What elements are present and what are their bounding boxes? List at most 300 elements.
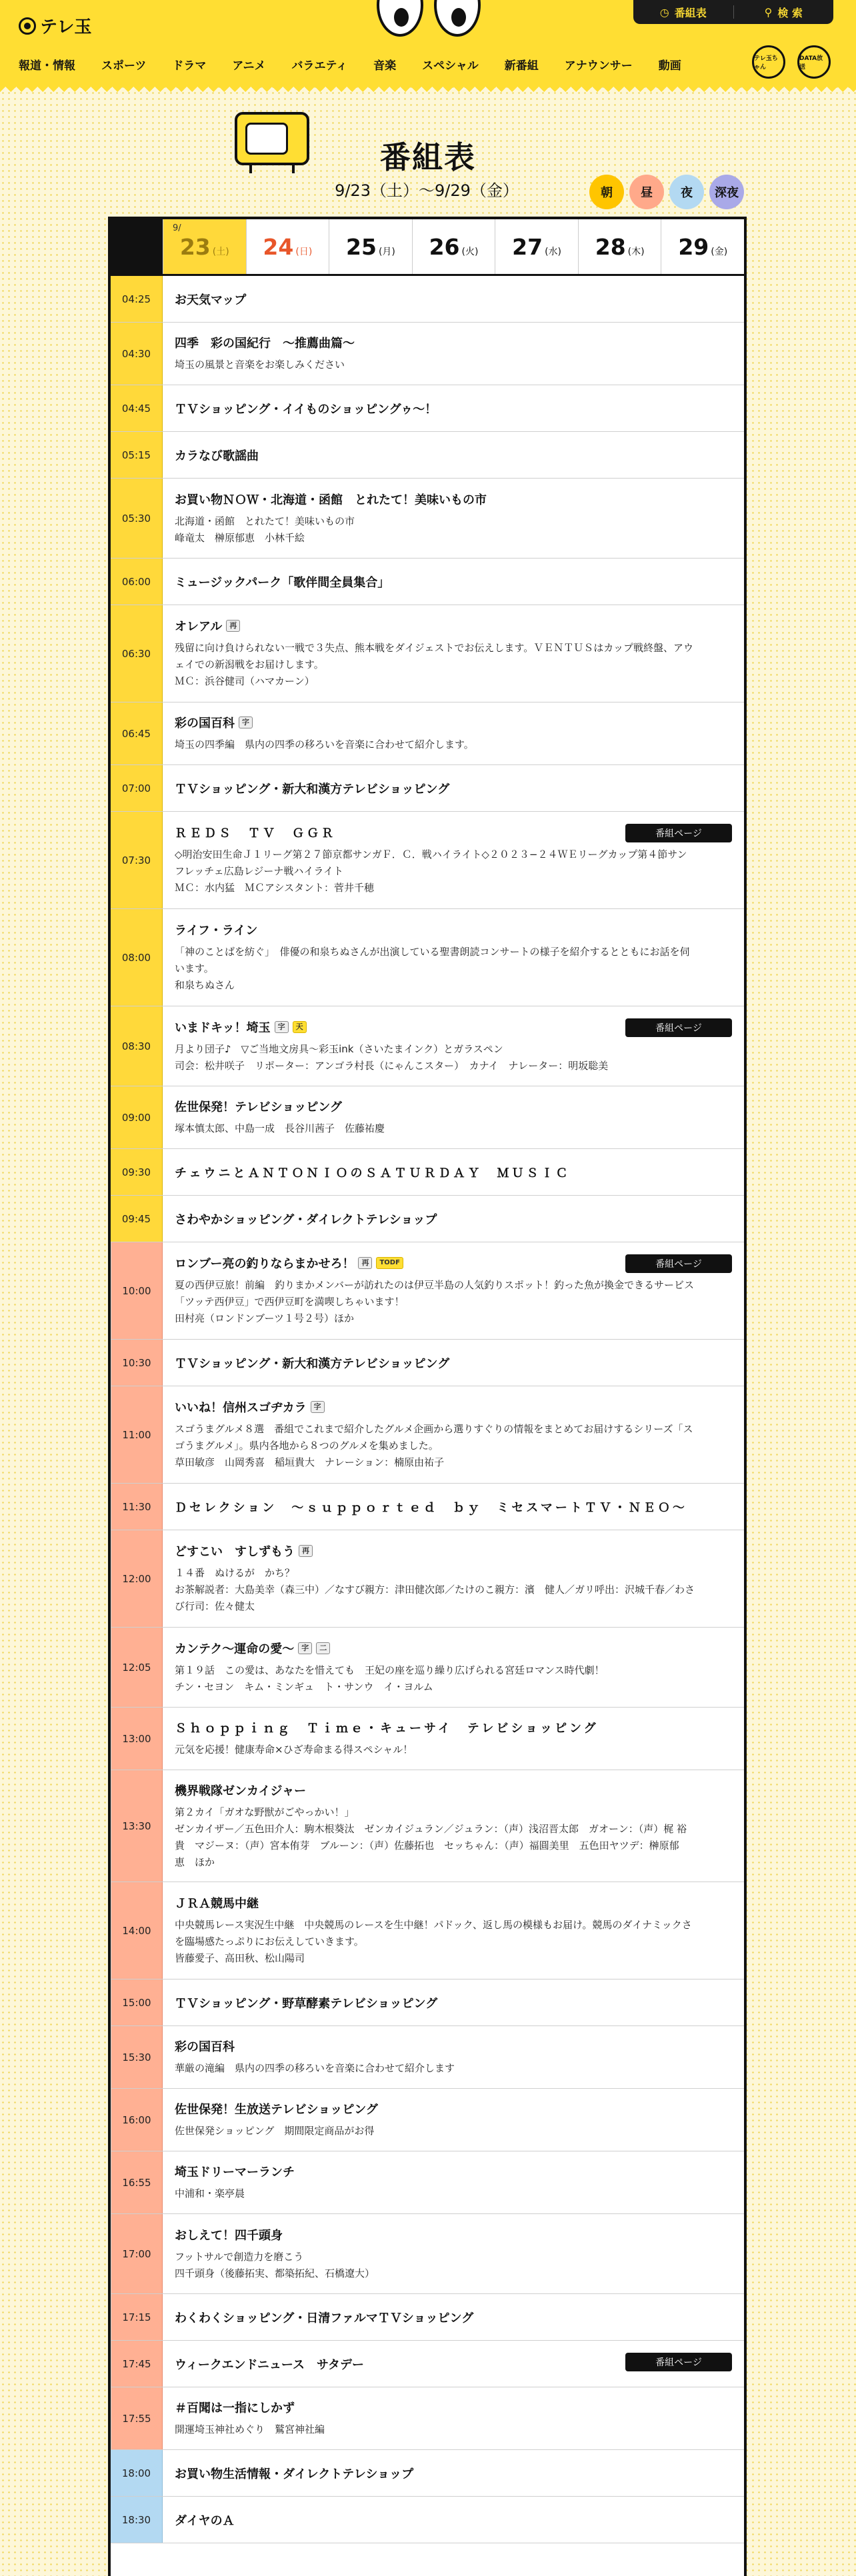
program-title[interactable] [175,1498,732,1516]
program-info [163,2026,744,2088]
program-description [175,736,732,753]
program-info [163,1979,744,2025]
program-info [163,1149,744,1195]
program-description [175,1662,732,1696]
program-time: 17:55 [111,2387,163,2449]
program-badge: 天 [293,1021,307,1033]
program-description-line: 開運埼玉神社めぐり 鷲宮神社編 [175,2423,325,2435]
program-description-line: 残留に向け負けられない一戦で３失点、熊本戦をダイジェストでお伝えします。ＶＥＮＴＵＳはカップ戦終盤、アウ [175,642,694,654]
program-title-text: ＃百聞は一指にしかず [175,2401,295,2415]
program-row[interactable] [111,276,744,323]
program-title-text: ダイヤのＡ [175,2513,235,2528]
program-title-text: カンテク〜運命の愛〜 [175,1642,295,1656]
program-title[interactable] [175,780,732,797]
program-title[interactable] [175,1098,732,1115]
program-description [175,2185,732,2202]
program-description-line: 「ツッテ西伊豆」で西伊豆町を満喫しちゃいます！ [175,1296,405,1308]
program-time: 15:00 [111,1979,163,2025]
program-title-text: ＴＶショッピング・新大和漢方テレビショッピング [175,782,450,796]
filter-night[interactable]: 夜 [669,175,704,209]
program-info [163,1006,744,1086]
page-title: 番組表 [380,139,476,175]
program-row[interactable] [111,1530,744,1628]
program-title-text: ウィークエンドニュース サタデー [175,2357,365,2372]
program-title-text: 彩の国百科 [175,716,235,730]
nav-anime[interactable]: アニメ [232,59,266,73]
program-row[interactable] [111,1708,744,1770]
program-row[interactable] [111,2341,744,2387]
site-logo[interactable] [19,13,91,38]
program-description-line: 中浦和・楽亭晨 [175,2187,245,2199]
program-title-text: Ｄセレクション 〜ｓｕｐｐｏｒｔｅｄ ｂｙ ミセスマートＴＶ・ＮＥＯ〜 [175,1500,687,1515]
program-badge: 二 [316,1642,330,1654]
program-row[interactable] [111,1086,744,1149]
nav-news[interactable]: 報道・情報 [19,59,75,73]
program-info [163,1242,744,1339]
program-row[interactable] [111,2450,744,2497]
program-badge: 再 [299,1545,313,1557]
program-description [175,1041,732,1074]
program-row[interactable] [111,2387,744,2450]
program-description [175,2421,732,2438]
schedule-table [108,217,747,2576]
program-title[interactable] [175,1640,732,1657]
day-tab-number: 29 [678,233,709,260]
program-title-text: 彩の国百科 [175,2040,235,2054]
program-description-line: 中央競馬レース実況生中継 中央競馬のレースを生中継！パドック、返し馬の模様もお届け。競馬のダイナミックさ [175,1919,692,1931]
program-time: 16:55 [111,2151,163,2213]
day-tab-number: 27 [512,233,543,260]
program-description-line: 第２カイ「ガオな野獣がごやっかい！」 [175,1806,355,1818]
program-description [175,1421,732,1471]
day-tab-date [429,234,479,260]
program-description-line: ゴうまグルメ」。県内各地から８つのグルメを集めました。 [175,1440,439,1452]
program-description [175,1120,732,1137]
program-title-text: ＲＥＤＳ ＴＶ ＧＧＲ [175,826,336,840]
program-time: 18:30 [111,2497,163,2543]
program-time: 15:30 [111,2026,163,2088]
program-title[interactable] [175,1782,732,1799]
program-description-line: ＭＣ：浜谷健司（ハマカーン） [175,675,315,687]
program-description-line: 四千頭身（後藤拓実、都築拓紀、石橋遼大） [175,2267,375,2279]
program-description-line: 皆藤愛子、高田秋、松山陽司 [175,1952,305,1964]
site-header [0,0,856,87]
program-row[interactable] [111,1770,744,1882]
day-tab-number: 26 [429,233,460,260]
day-tab-number: 23 [179,233,211,260]
program-info [163,812,744,908]
logo-eye-icon [19,17,36,35]
program-title-text: 埼玉ドリーマーランチ [175,2165,295,2179]
program-time: 06:00 [111,559,163,605]
data-broadcast-icon[interactable]: DATA放送 [797,45,831,79]
program-description-line: 「神のことばを紡ぐ」 俳優の和泉ちぬさんが出演している聖書朗読コンサートの様子を紹介するとともにお話を伺 [175,946,690,958]
program-title-text: ライフ・ライン [175,924,258,938]
round-icon-group [752,45,831,79]
program-title[interactable] [175,2511,732,2529]
program-row[interactable] [111,1340,744,1386]
program-info [163,559,744,605]
program-title-text: さわやかショッピング・ダイレクトテレショップ [175,1212,437,1227]
program-row[interactable] [111,2214,744,2294]
day-tabs [111,219,744,276]
program-title-text: カラなび歌謡曲 [175,449,259,463]
day-tab-weekday: (火) [461,246,479,257]
day-tab-29[interactable] [661,219,744,274]
program-time: 09:30 [111,1149,163,1195]
program-title-text: ＴＶショッピング・イイものショッピングゥ〜！ [175,402,437,417]
program-row[interactable] [111,385,744,432]
program-info [163,2497,744,2543]
program-title[interactable] [175,1210,732,1228]
mascot-left-eye [377,0,423,37]
program-description-line: 塚本慎太郎、中島一成 長谷川茜子 佐藤祐慶 [175,1122,385,1134]
program-time: 13:00 [111,1708,163,1770]
program-info [163,479,744,558]
program-title[interactable] [175,1354,732,1372]
program-info [163,1386,744,1483]
program-row[interactable] [111,1628,744,1708]
program-time: 16:00 [111,2089,163,2151]
program-row[interactable] [111,1979,744,2026]
program-info [163,1770,744,1882]
program-title[interactable] [175,1164,732,1181]
program-description-line: お茶解説者：大島美幸（森三中）／なすび親方：津田健次郎／たけのこ親方：濱 健人／ガリ呼出：沢城千春／わさ [175,1584,695,1596]
mascot-icon[interactable]: テレ玉ちゃん [752,45,785,79]
program-row[interactable] [111,702,744,765]
program-description-line: 貴 マジーヌ：（声）宮本侑芽 ブルーン：（声）佐藤拓也 セッちゃん：（声）福圓美里 五色田ヤツデ：榊原郁 [175,1839,679,1852]
program-time: 04:25 [111,276,163,322]
program-title[interactable] [175,1398,732,1416]
program-title[interactable] [175,447,732,464]
program-title[interactable] [175,2465,732,2482]
program-description-line: 恵 ほか [175,1856,215,1868]
nav-sports[interactable]: スポーツ [101,59,147,73]
program-page-button[interactable]: 番組ページ [625,1254,732,1273]
filter-morning[interactable]: 朝 [589,175,624,209]
program-title-text: ロンブー亮の釣りならまかせろ！ [175,1257,355,1271]
program-description-line: ェイでの新潟戦をお届けします。 [175,658,324,670]
program-info [163,2214,744,2293]
mascot-right-eye [434,0,481,37]
nav-variety[interactable]: バラエティ [291,59,348,73]
program-description [175,513,732,547]
day-tab-weekday: (金) [711,246,728,257]
program-row[interactable] [111,2497,744,2543]
program-title-text: どすこい すしずもう [175,1545,295,1559]
day-tab-date [263,234,312,260]
search-icon: ⚲ [764,5,773,19]
program-title-text: いまドキッ！埼玉 [175,1020,271,1035]
program-description [175,2060,732,2077]
day-tab-25[interactable] [329,219,412,274]
day-tab-weekday: (土) [212,246,229,257]
program-row[interactable] [111,2294,744,2341]
program-description-line: び行司：佐々健太 [175,1600,255,1612]
program-description-line: チン・セヨン キム・ミンギュ ト・サンウ イ・ヨルム [175,1680,433,1693]
day-tab-number: 24 [263,233,294,260]
program-info [163,1484,744,1530]
time-band-filters [589,175,744,209]
program-title[interactable] [175,2309,732,2326]
program-title-text: お天気マップ [175,293,247,307]
day-tab-date [180,234,229,260]
program-title-text: お買い物生活情報・ダイレクトテレショップ [175,2467,414,2481]
program-description-line: 埼玉の四季編 県内の四季の移ろいを音楽に合わせて紹介します。 [175,738,474,750]
program-time: 18:00 [111,2450,163,2496]
program-time: 11:00 [111,1386,163,1483]
filter-late-night[interactable]: 深夜 [709,175,744,209]
program-title[interactable] [175,400,732,417]
main-nav [19,56,707,73]
program-title-text: ＴＶショッピング・新大和漢方テレビショッピング [175,1356,450,1371]
program-description-line: フレッチェ広島レジーナ戦ハイライト [175,865,343,877]
program-title[interactable] [175,1542,732,1560]
program-time: 10:30 [111,1340,163,1386]
program-info [163,323,744,385]
program-info [163,2151,744,2213]
program-description-line: 北海道・函館 とれたて！美味いもの市 [175,515,355,527]
mascot-eyes-illustration [377,0,483,37]
header-zigzag-edge [0,81,856,92]
program-title[interactable] [175,1894,732,1912]
program-badge: 字 [311,1401,325,1413]
program-description [175,640,732,690]
program-description-line: 司会：松井咲子 リポーター：アンゴラ村長（にゃんこスター） カナイ ナレーター：明坂聡美 [175,1059,609,1072]
program-info [163,2341,744,2387]
program-badge: 字 [298,1642,312,1654]
program-info [163,432,744,478]
program-description-line: 草田敏彦 山岡秀喜 稲垣貴大 ナレーション：楠原由祐子 [175,1456,445,1468]
program-row[interactable] [111,323,744,385]
program-badge: 再 [358,1257,372,1269]
program-time: 04:30 [111,323,163,385]
program-time: 07:00 [111,765,163,811]
program-row[interactable] [111,1196,744,1242]
program-description-line: 第１９話 この愛は、あなたを惜えても 王妃の座を巡り繰り広げられる宮廷ロマンス時代劇！ [175,1664,605,1676]
program-title-text: ＴＶショッピング・野草酵素テレビショッピング [175,1996,438,2011]
program-info [163,2089,744,2151]
program-row[interactable] [111,1386,744,1484]
program-row[interactable] [111,909,744,1006]
program-title-text: チェウニとＡＮＴＯＮＩＯのＳＡＴＵＲＤＡＹ ＭＵＳＩＣ [175,1166,571,1180]
program-description [175,1804,732,1871]
program-info [163,385,744,431]
program-description-line: １４番 ぬけるが かち？ [175,1567,295,1579]
program-description [175,1565,732,1615]
program-info [163,2387,744,2449]
program-row[interactable] [111,2089,744,2151]
program-info [163,1628,744,1707]
program-time: 09:00 [111,1086,163,1148]
program-title-text: Ｓｈｏｐｐｉｎｇ Ｔｉｍｅ・キューサイ テレビショッピング [175,1722,599,1736]
program-description-line: ◇明治安田生命Ｊ１リーグ第２７節京都サンガＦ．Ｃ．戦ハイライト◇２０２３−２４ＷＥリーグカップ第４節サン [175,848,687,860]
program-description-line: フットサルで創造力を磨こう [175,2250,304,2263]
day-tab-month: 9/ [173,223,181,233]
program-info [163,2294,744,2340]
nav-new-programs[interactable]: 新番組 [504,59,539,73]
program-info [163,1086,744,1148]
program-description [175,357,732,373]
program-time: 07:30 [111,812,163,908]
day-tabs-corner [111,219,163,274]
program-page-button[interactable]: 番組ページ [625,1018,732,1037]
day-tab-weekday: (水) [545,246,562,257]
program-title[interactable] [175,573,732,591]
program-page-button[interactable]: 番組ページ [625,824,732,842]
clock-icon: ◷ [659,5,669,19]
program-row[interactable] [111,2151,744,2214]
program-description-line: 田村亮（ロンドンブーツ１号２号）ほか [175,1312,354,1324]
program-badge: 字 [275,1021,289,1033]
program-time: 06:45 [111,702,163,764]
day-tab-date [512,234,561,260]
program-time: 14:00 [111,1882,163,1979]
program-badge: 字 [239,716,253,728]
program-row[interactable] [111,559,744,605]
program-info [163,765,744,811]
program-description-line: います。 [175,962,214,974]
program-description-line: 華厳の滝編 県内の四季の移ろいを音楽に合わせて紹介します [175,2062,455,2074]
day-tab-date [346,234,395,260]
program-title[interactable] [175,714,732,731]
program-description [175,1917,732,1967]
program-row[interactable] [111,2026,744,2089]
program-time: 17:15 [111,2294,163,2340]
filter-daytime[interactable]: 昼 [629,175,664,209]
program-row[interactable] [111,1484,744,1530]
nav-special[interactable]: スペシャル [422,59,479,73]
program-info [163,276,744,322]
program-description-line: 月より団子♪ ▽ご当地文房具〜彩玉ink（さいたまインク）とガラスペン [175,1042,503,1055]
program-badge: TODF [376,1257,403,1269]
program-title-text: 佐世保発！生放送テレビショッピング [175,2103,378,2117]
program-title[interactable] [175,2399,732,2416]
program-time: 12:00 [111,1530,163,1627]
program-row[interactable] [111,765,744,812]
schedule-link-label: 番組表 [674,6,707,19]
program-page-button[interactable]: 番組ページ [625,2353,732,2371]
program-title[interactable] [175,2226,732,2243]
nav-announcer[interactable]: アナウンサー [564,59,633,73]
program-description-line: 元気を応援！健康寿命×ひざ寿命まる得スペシャル！ [175,1744,413,1756]
program-description-line: を臨場感たっぷりにお伝えしていきます。 [175,1935,364,1947]
program-time: 08:00 [111,909,163,1006]
program-description-line: 佐世保発ショッピング 期間限定商品がお得 [175,2125,375,2137]
day-tab-weekday: (日) [295,246,313,257]
day-tab-26[interactable] [412,219,495,274]
program-description [175,1742,732,1758]
program-info [163,2450,744,2496]
program-list [111,276,744,2543]
program-info [163,1882,744,1979]
program-description-line: 和泉ちぬさん [175,979,235,991]
program-time: 13:30 [111,1770,163,1882]
day-tab-weekday: (月) [378,246,395,257]
program-row[interactable] [111,605,744,702]
program-title[interactable] [175,921,732,938]
program-description [175,2249,732,2282]
program-description-line: 埼玉の風景と音楽をお楽しみください [175,359,345,371]
program-title[interactable] [175,2037,732,2055]
day-tab-number: 28 [595,233,626,260]
program-description-line: スゴうまグルメ８選 番組でこれまで紹介したグルメ企画から選りすぐりの情報をまとめてお届けするシリーズ「ス [175,1423,693,1435]
program-time: 08:30 [111,1006,163,1086]
program-description-line: ＭＣ：水内猛 ＭＣアシスタント：菅井千穂 [175,882,374,894]
date-range: 9/23（土）〜9/29（金） [335,181,519,200]
program-row[interactable] [111,812,744,909]
program-row[interactable] [111,1882,744,1979]
program-title-text: ミュージックパーク「歌伴間全員集合」 [175,575,390,590]
program-description [175,1277,732,1327]
program-row[interactable] [111,1149,744,1196]
program-time: 05:15 [111,432,163,478]
program-time: 04:45 [111,385,163,431]
logo-text: テレ玉 [40,17,92,37]
search-link-label: 検 索 [777,6,803,19]
nav-video[interactable]: 動画 [658,59,681,73]
program-description [175,944,732,994]
program-time: 09:45 [111,1196,163,1242]
program-info [163,1708,744,1770]
program-title-text: ＪＲＡ競馬中継 [175,1897,259,1911]
program-description [175,846,732,896]
program-title-text: 機界戦隊ゼンカイジャー [175,1784,307,1798]
program-title-text: いいね！信州スゴヂカラ [175,1401,307,1415]
program-title[interactable] [175,617,732,635]
program-row[interactable] [111,1006,744,1086]
schedule-link[interactable] [633,0,733,24]
day-tab-weekday: (木) [627,246,645,257]
program-title[interactable] [175,1994,732,2011]
program-title[interactable] [175,2163,732,2180]
nav-drama[interactable]: ドラマ [172,59,207,73]
program-description-line: 峰竜太 榊原郁恵 小林千絵 [175,531,305,544]
program-row[interactable] [111,432,744,479]
program-description-line: 夏の西伊豆旅！前編 釣りまかメンバーが訪れたのは伊豆半島の人気釣りスポット！釣った魚が換金できるサービス [175,1279,694,1291]
nav-music[interactable]: 音楽 [373,59,397,73]
program-title[interactable] [175,491,732,508]
program-info [163,702,744,764]
program-time: 17:45 [111,2341,163,2387]
program-info [163,1530,744,1627]
program-row[interactable] [111,1242,744,1340]
program-title[interactable] [175,1719,732,1736]
day-tab-23[interactable] [163,219,246,274]
program-time: 10:00 [111,1242,163,1339]
program-time: 06:30 [111,605,163,702]
program-title-text: 佐世保発！テレビショッピング [175,1100,342,1114]
program-title-text: お買い物ＮＯＷ・北海道・函館 とれたて！美味いもの市 [175,493,487,507]
program-title[interactable] [175,291,732,308]
program-title[interactable] [175,334,732,351]
program-info [163,1340,744,1386]
day-tab-date [595,234,645,260]
program-title[interactable] [175,2100,732,2117]
day-tab-28[interactable] [578,219,661,274]
program-info [163,1196,744,1242]
program-title-text: わくわくショッピング・日清ファルマＴＶショッピング [175,2311,474,2325]
program-row[interactable] [111,479,744,559]
day-tab-24[interactable] [246,219,329,274]
search-link[interactable] [734,0,834,24]
day-tab-date [678,234,727,260]
program-title-text: オレアル [175,620,223,634]
program-time: 12:05 [111,1628,163,1707]
day-tab-27[interactable] [495,219,578,274]
program-time: 11:30 [111,1484,163,1530]
program-info [163,909,744,1006]
